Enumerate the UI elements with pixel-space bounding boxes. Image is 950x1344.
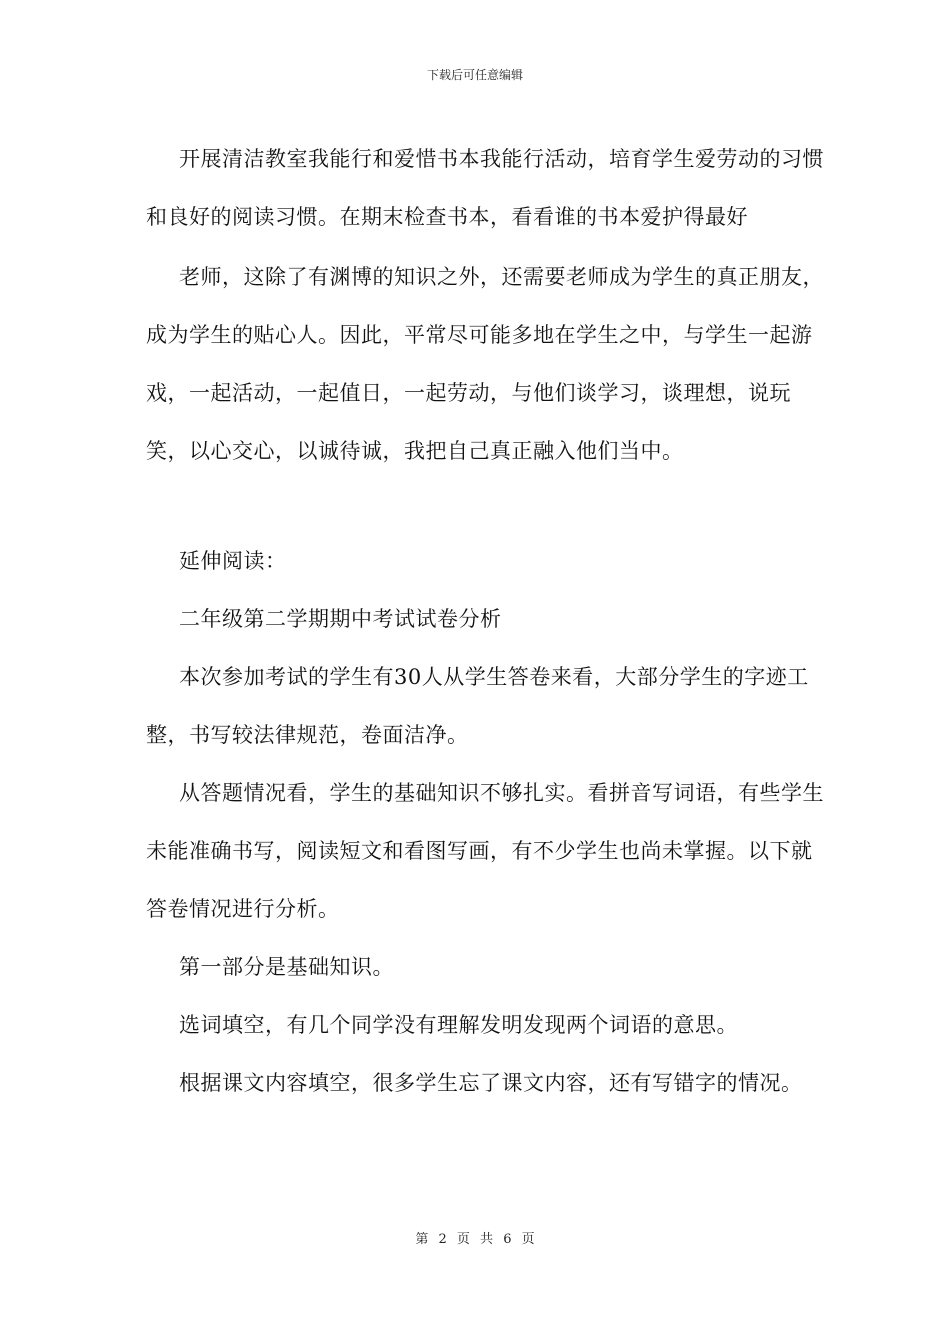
paragraph-teacher-role: 老师，这除了有渊博的知识之外，还需要老师成为学生的真正朋友，成为学生的贴心人。因此，平常尽可能多地在学生之中，与学生一起游戏，一起活动，一起值日，一起劳动，与他们谈学习，谈理想，说玩笑，以心交心，以诚待诚，我把自己真正融入他们当中。: [146, 265, 824, 463]
header-note: 下载后可任意编辑: [426, 68, 523, 82]
paragraph-exam-overview: 本次参加考试的学生有30人从学生答卷来看，大部分学生的字迹工整，书写较法律规范，卷面洁净。: [146, 665, 809, 747]
paragraph-word-choice: 选词填空，有几个同学没有理解发明发现两个词语的意思。: [179, 1013, 738, 1037]
article-title: 二年级第二学期期中考试试卷分析: [179, 607, 502, 631]
paragraph-part-one: 第一部分是基础知识。: [179, 955, 394, 979]
paragraph-fill-blank: 根据课文内容填空，很多学生忘了课文内容，还有写错字的情况。: [179, 1071, 803, 1095]
page-number-footer: 第 2 页 共 6 页: [415, 1232, 535, 1247]
paragraph-answer-analysis: 从答题情况看，学生的基础知识不够扎实。看拼音写词语，有些学生未能准确书写，阅读短文和看图写画，有不少学生也尚未掌握。以下就答卷情况进行分析。: [146, 781, 824, 921]
paragraph-cleaning-activity: 开展清洁教室我能行和爱惜书本我能行活动，培育学生爱劳动的习惯和良好的阅读习惯。在期末检查书本，看看谁的书本爱护得最好: [146, 147, 824, 229]
extended-reading-label: 延伸阅读：: [179, 549, 287, 573]
section-gap: [146, 480, 826, 532]
document-body: [146, 130, 826, 1112]
